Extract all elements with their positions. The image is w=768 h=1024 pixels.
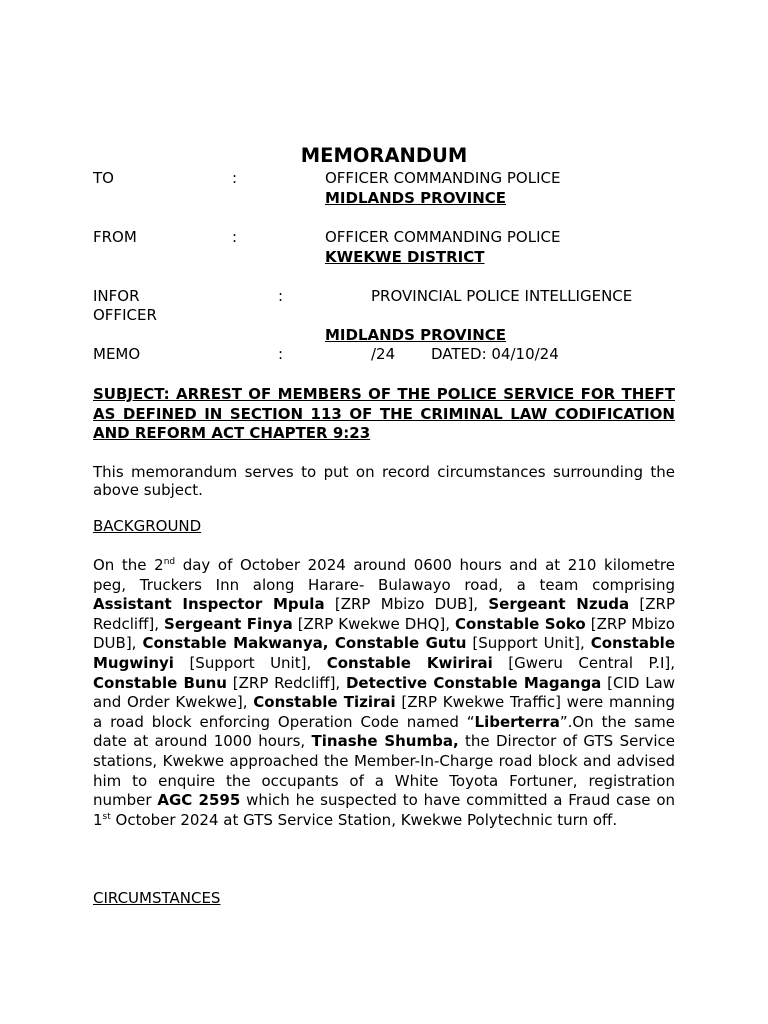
from-colon: : [232, 228, 238, 246]
officer-station: [Gweru Central P.I], [492, 653, 675, 672]
to-recipient-line2: MIDLANDS PROVINCE [325, 189, 507, 207]
background-text: the Director of GTS Service stations, Kwekwe approached the Member-In-Charge road block and advised him to enquire the occupants of a White Toyota Fortuner, registration number [93, 732, 676, 810]
complainant-name: Tinashe Shumba, [311, 732, 459, 751]
vehicle-registration: AGC 2595 [157, 791, 241, 810]
officer-name: Sergeant Nzuda [488, 595, 630, 614]
infor-recipient-line2: MIDLANDS PROVINCE [325, 326, 507, 344]
officer-name: Constable Soko [455, 614, 586, 633]
to-label: TO [93, 169, 114, 187]
subject-heading: SUBJECT: ARREST OF MEMBERS OF THE POLICE SERVICE FOR THEFT AS DEFINED IN SECTION 113 OF THE CRIMINAL LAW CODIFICATION AND REFORM ACT CHAPTER 9:23 [93, 385, 675, 443]
officer-station: [Support Unit], [466, 634, 591, 653]
officer-name: Detective Constable Maganga [345, 673, 602, 692]
from-label: FROM [93, 228, 137, 246]
officer-name: Constable Kwirirai [326, 653, 493, 672]
to-colon: : [232, 169, 238, 187]
officer-name: Constable Bunu [93, 673, 227, 692]
intro-paragraph: This memorandum serves to put on record circumstances surrounding the above subject. [93, 463, 675, 499]
background-heading: BACKGROUND [93, 517, 202, 535]
background-text: which he suspected to have committed a Fraud case on 1 [93, 791, 675, 829]
officer-station: [ZRP Redcliff], [93, 595, 675, 633]
officer-station: [ZRP Mbizo DUB], [93, 614, 675, 653]
officer-name: Constable Mugwinyi [93, 634, 675, 672]
officer-name: Assistant Inspector Mpula [93, 595, 325, 614]
officer-name: Constable Tizirai [253, 693, 396, 712]
officer-name: Sergeant Finya [164, 614, 293, 633]
officer-station: [ZRP Redcliff], [226, 673, 346, 692]
background-text: [ZRP Kwekwe Traffic] were manning a road block enforcing Operation Code named “ [93, 693, 675, 731]
memo-title: MEMORANDUM [300, 144, 468, 167]
officer-station: [Support Unit], [173, 653, 327, 672]
background-text: ”.On the same date at around 1000 hours, [93, 712, 675, 751]
officer-name: Constable Makwanya, Constable Gutu [142, 634, 467, 653]
officer-station: [CID Law and Order Kwekwe], [93, 673, 676, 712]
infor-recipient-line1: PROVINCIAL POLICE INTELLIGENCE [371, 287, 633, 305]
to-recipient-line1: OFFICER COMMANDING POLICE [325, 169, 561, 187]
memo-date: DATED: 04/10/24 [431, 345, 559, 363]
memo-colon: : [278, 345, 284, 363]
operation-name: Liberterra [474, 712, 560, 731]
background-text: October 2024 at GTS Service Station, Kwekwe Polytechnic turn off. [110, 810, 618, 829]
from-sender-line1: OFFICER COMMANDING POLICE [325, 228, 561, 246]
memo-label: MEMO [93, 345, 141, 363]
infor-colon: : [278, 287, 284, 305]
circumstances-heading: CIRCUMSTANCES [93, 889, 221, 907]
from-sender-line2: KWEKWE DISTRICT [325, 248, 485, 266]
infor-label: INFOR [93, 287, 140, 305]
officer-station: [ZRP Kwekwe DHQ], [292, 614, 456, 633]
ordinal-suffix: st [102, 811, 111, 822]
background-text: On the 2 [93, 556, 164, 574]
memo-number: /24 [371, 345, 396, 363]
infor-label-line2: OFFICER [93, 306, 157, 324]
ordinal-suffix: nd [163, 557, 176, 567]
background-text: day of October 2024 around 0600 hours and at 210 kilometre peg, Truckers Inn along Harare- Bulawayo road, a team comprising [93, 556, 675, 594]
background-paragraph [93, 556, 675, 830]
officer-station: [ZRP Mbizo DUB], [324, 595, 489, 614]
